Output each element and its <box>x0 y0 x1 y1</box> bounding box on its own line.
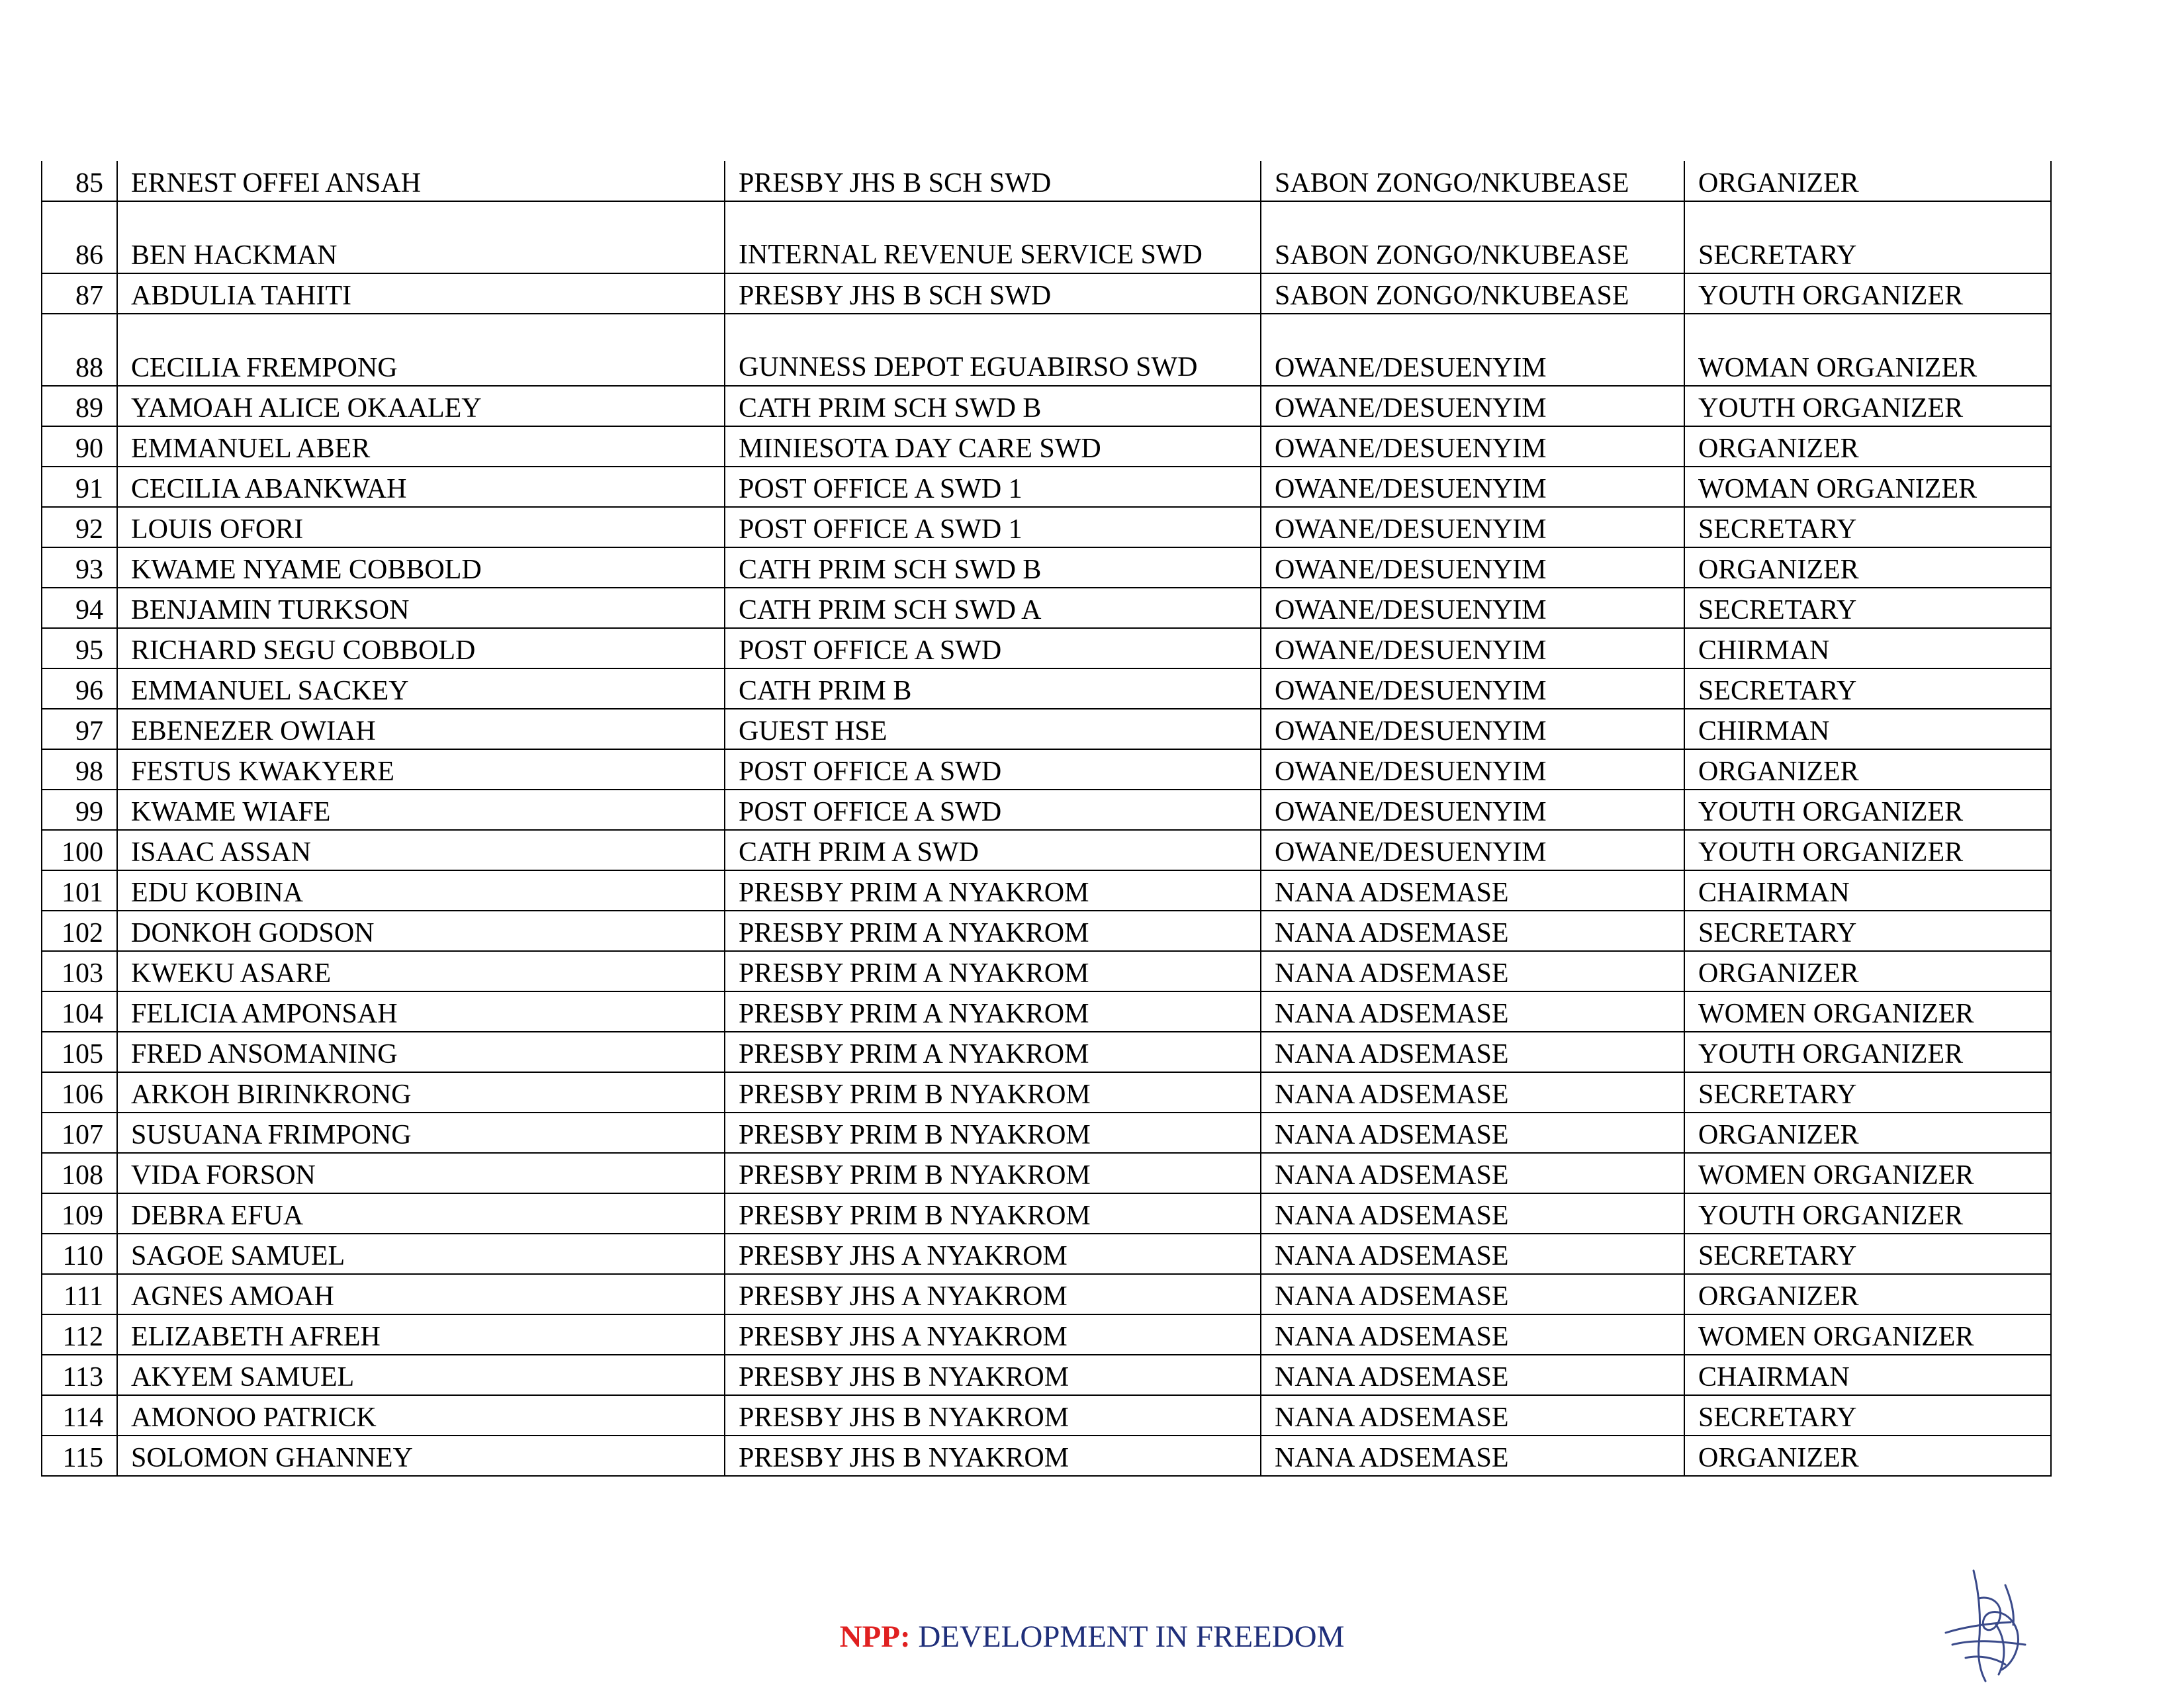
table-row <box>42 1436 2051 1476</box>
table-row <box>42 507 2051 547</box>
cell-polling-station: PRESBY JHS A NYAKROM <box>725 1314 1261 1355</box>
cell-number: 91 <box>42 467 117 507</box>
cell-area: NANA ADSEMASE <box>1261 870 1684 911</box>
cell-area: OWANE/DESUENYIM <box>1261 749 1684 790</box>
footer-slogan: DEVELOPMENT IN FREEDOM <box>918 1620 1345 1654</box>
cell-position: SECRETARY <box>1684 1072 2051 1113</box>
cell-number: 101 <box>42 870 117 911</box>
cell-polling-station: CATH PRIM B <box>725 668 1261 709</box>
cell-name: FESTUS KWAKYERE <box>117 749 725 790</box>
cell-polling-station: GUNNESS DEPOT EGUABIRSO SWD <box>725 314 1261 386</box>
table-row <box>42 1355 2051 1395</box>
table-row <box>42 1113 2051 1153</box>
cell-number: 86 <box>42 201 117 273</box>
table-row <box>42 951 2051 991</box>
cell-polling-station: POST OFFICE A SWD <box>725 749 1261 790</box>
cell-position: WOMAN ORGANIZER <box>1684 467 2051 507</box>
cell-polling-station: POST OFFICE A SWD <box>725 628 1261 668</box>
cell-name: CECILIA ABANKWAH <box>117 467 725 507</box>
table-row <box>42 709 2051 749</box>
table-row <box>42 830 2051 870</box>
cell-position: ORGANIZER <box>1684 426 2051 467</box>
cell-name: KWEKU ASARE <box>117 951 725 991</box>
cell-polling-station: PRESBY PRIM A NYAKROM <box>725 1032 1261 1072</box>
cell-position: SECRETARY <box>1684 588 2051 628</box>
cell-number: 89 <box>42 386 117 426</box>
cell-position: SECRETARY <box>1684 668 2051 709</box>
cell-polling-station: PRESBY PRIM A NYAKROM <box>725 991 1261 1032</box>
cell-position: ORGANIZER <box>1684 161 2051 201</box>
cell-area: OWANE/DESUENYIM <box>1261 386 1684 426</box>
cell-polling-station: CATH PRIM SCH SWD B <box>725 386 1261 426</box>
cell-polling-station: CATH PRIM SCH SWD B <box>725 547 1261 588</box>
cell-position: YOUTH ORGANIZER <box>1684 830 2051 870</box>
cell-polling-station: PRESBY JHS A NYAKROM <box>725 1234 1261 1274</box>
cell-position: ORGANIZER <box>1684 547 2051 588</box>
cell-name: AKYEM SAMUEL <box>117 1355 725 1395</box>
cell-position: SECRETARY <box>1684 911 2051 951</box>
cell-number: 114 <box>42 1395 117 1436</box>
cell-polling-station: POST OFFICE A SWD 1 <box>725 507 1261 547</box>
officers-table-body <box>42 161 2051 1476</box>
cell-name: BENJAMIN TURKSON <box>117 588 725 628</box>
cell-number: 92 <box>42 507 117 547</box>
cell-number: 102 <box>42 911 117 951</box>
cell-area: NANA ADSEMASE <box>1261 951 1684 991</box>
cell-name: ARKOH BIRINKRONG <box>117 1072 725 1113</box>
cell-position: YOUTH ORGANIZER <box>1684 273 2051 314</box>
cell-polling-station: CATH PRIM A SWD <box>725 830 1261 870</box>
cell-polling-station: PRESBY PRIM A NYAKROM <box>725 911 1261 951</box>
table-row <box>42 668 2051 709</box>
table-row <box>42 911 2051 951</box>
cell-name: VIDA FORSON <box>117 1153 725 1193</box>
table-row <box>42 1395 2051 1436</box>
cell-area: OWANE/DESUENYIM <box>1261 507 1684 547</box>
cell-position: WOMAN ORGANIZER <box>1684 314 2051 386</box>
cell-name: CECILIA FREMPONG <box>117 314 725 386</box>
cell-name: AGNES AMOAH <box>117 1274 725 1314</box>
table-row <box>42 870 2051 911</box>
cell-area: NANA ADSEMASE <box>1261 1234 1684 1274</box>
cell-position: ORGANIZER <box>1684 951 2051 991</box>
cell-polling-station: PRESBY PRIM B NYAKROM <box>725 1113 1261 1153</box>
cell-number: 96 <box>42 668 117 709</box>
cell-position: ORGANIZER <box>1684 1113 2051 1153</box>
cell-area: NANA ADSEMASE <box>1261 1355 1684 1395</box>
cell-area: NANA ADSEMASE <box>1261 911 1684 951</box>
table-row <box>42 1274 2051 1314</box>
cell-number: 100 <box>42 830 117 870</box>
cell-polling-station: INTERNAL REVENUE SERVICE SWD <box>725 201 1261 273</box>
cell-name: LOUIS OFORI <box>117 507 725 547</box>
cell-polling-station: PRESBY JHS A NYAKROM <box>725 1274 1261 1314</box>
cell-area: OWANE/DESUENYIM <box>1261 314 1684 386</box>
cell-position: CHAIRMAN <box>1684 1355 2051 1395</box>
cell-position: SECRETARY <box>1684 1234 2051 1274</box>
table-row <box>42 1072 2051 1113</box>
cell-number: 90 <box>42 426 117 467</box>
cell-area: SABON ZONGO/NKUBEASE <box>1261 273 1684 314</box>
officers-table <box>41 161 2052 1477</box>
cell-polling-station: PRESBY JHS B SCH SWD <box>725 273 1261 314</box>
cell-name: SAGOE SAMUEL <box>117 1234 725 1274</box>
cell-number: 99 <box>42 790 117 830</box>
cell-position: SECRETARY <box>1684 201 2051 273</box>
cell-area: SABON ZONGO/NKUBEASE <box>1261 161 1684 201</box>
cell-area: OWANE/DESUENYIM <box>1261 467 1684 507</box>
cell-position: WOMEN ORGANIZER <box>1684 991 2051 1032</box>
cell-number: 103 <box>42 951 117 991</box>
cell-position: ORGANIZER <box>1684 1436 2051 1476</box>
cell-area: OWANE/DESUENYIM <box>1261 668 1684 709</box>
cell-area: NANA ADSEMASE <box>1261 1193 1684 1234</box>
cell-polling-station: PRESBY PRIM B NYAKROM <box>725 1153 1261 1193</box>
cell-number: 85 <box>42 161 117 201</box>
table-row <box>42 991 2051 1032</box>
cell-polling-station: MINIESOTA DAY CARE SWD <box>725 426 1261 467</box>
cell-name: FELICIA AMPONSAH <box>117 991 725 1032</box>
cell-area: NANA ADSEMASE <box>1261 1395 1684 1436</box>
cell-number: 107 <box>42 1113 117 1153</box>
cell-number: 112 <box>42 1314 117 1355</box>
cell-name: DEBRA EFUA <box>117 1193 725 1234</box>
cell-position: WOMEN ORGANIZER <box>1684 1314 2051 1355</box>
table-row <box>42 790 2051 830</box>
table-row <box>42 1032 2051 1072</box>
cell-polling-station: PRESBY PRIM B NYAKROM <box>725 1072 1261 1113</box>
cell-position: YOUTH ORGANIZER <box>1684 790 2051 830</box>
cell-number: 105 <box>42 1032 117 1072</box>
cell-area: OWANE/DESUENYIM <box>1261 547 1684 588</box>
cell-name: ERNEST OFFEI ANSAH <box>117 161 725 201</box>
cell-name: EDU KOBINA <box>117 870 725 911</box>
cell-number: 98 <box>42 749 117 790</box>
table-row <box>42 749 2051 790</box>
table-row <box>42 1193 2051 1234</box>
cell-area: OWANE/DESUENYIM <box>1261 426 1684 467</box>
cell-position: CHIRMAN <box>1684 628 2051 668</box>
cell-position: SECRETARY <box>1684 507 2051 547</box>
table-row <box>42 314 2051 386</box>
table-row <box>42 1314 2051 1355</box>
cell-name: EBENEZER OWIAH <box>117 709 725 749</box>
cell-area: NANA ADSEMASE <box>1261 991 1684 1032</box>
cell-name: YAMOAH ALICE OKAALEY <box>117 386 725 426</box>
cell-name: KWAME WIAFE <box>117 790 725 830</box>
cell-name: AMONOO PATRICK <box>117 1395 725 1436</box>
cell-name: FRED ANSOMANING <box>117 1032 725 1072</box>
cell-number: 104 <box>42 991 117 1032</box>
table-row <box>42 628 2051 668</box>
table-row <box>42 547 2051 588</box>
cell-number: 106 <box>42 1072 117 1113</box>
cell-number: 95 <box>42 628 117 668</box>
cell-area: NANA ADSEMASE <box>1261 1436 1684 1476</box>
cell-position: WOMEN ORGANIZER <box>1684 1153 2051 1193</box>
signature-icon <box>1933 1559 2045 1691</box>
table-row <box>42 386 2051 426</box>
cell-polling-station: PRESBY PRIM A NYAKROM <box>725 870 1261 911</box>
cell-area: OWANE/DESUENYIM <box>1261 588 1684 628</box>
table-row <box>42 1234 2051 1274</box>
table-row <box>42 201 2051 273</box>
cell-number: 97 <box>42 709 117 749</box>
cell-name: ELIZABETH AFREH <box>117 1314 725 1355</box>
cell-polling-station: PRESBY JHS B SCH SWD <box>725 161 1261 201</box>
cell-name: ISAAC ASSAN <box>117 830 725 870</box>
cell-polling-station: PRESBY PRIM A NYAKROM <box>725 951 1261 991</box>
cell-name: DONKOH GODSON <box>117 911 725 951</box>
cell-name: SOLOMON GHANNEY <box>117 1436 725 1476</box>
cell-number: 87 <box>42 273 117 314</box>
cell-number: 113 <box>42 1355 117 1395</box>
cell-name: KWAME NYAME COBBOLD <box>117 547 725 588</box>
cell-area: OWANE/DESUENYIM <box>1261 709 1684 749</box>
table-row <box>42 273 2051 314</box>
cell-area: NANA ADSEMASE <box>1261 1032 1684 1072</box>
cell-name: BEN HACKMAN <box>117 201 725 273</box>
cell-area: NANA ADSEMASE <box>1261 1113 1684 1153</box>
cell-number: 115 <box>42 1436 117 1476</box>
table-row <box>42 161 2051 201</box>
cell-polling-station: PRESBY JHS B NYAKROM <box>725 1355 1261 1395</box>
cell-polling-station: GUEST HSE <box>725 709 1261 749</box>
table-row <box>42 1153 2051 1193</box>
cell-position: ORGANIZER <box>1684 1274 2051 1314</box>
table-row <box>42 467 2051 507</box>
cell-area: NANA ADSEMASE <box>1261 1153 1684 1193</box>
cell-position: YOUTH ORGANIZER <box>1684 1193 2051 1234</box>
cell-area: SABON ZONGO/NKUBEASE <box>1261 201 1684 273</box>
cell-name: EMMANUEL ABER <box>117 426 725 467</box>
cell-position: SECRETARY <box>1684 1395 2051 1436</box>
cell-name: EMMANUEL SACKEY <box>117 668 725 709</box>
cell-polling-station: PRESBY PRIM B NYAKROM <box>725 1193 1261 1234</box>
cell-polling-station: PRESBY JHS B NYAKROM <box>725 1436 1261 1476</box>
table-row <box>42 426 2051 467</box>
cell-area: OWANE/DESUENYIM <box>1261 790 1684 830</box>
table-row <box>42 588 2051 628</box>
cell-area: OWANE/DESUENYIM <box>1261 830 1684 870</box>
cell-number: 110 <box>42 1234 117 1274</box>
cell-position: CHIRMAN <box>1684 709 2051 749</box>
cell-area: NANA ADSEMASE <box>1261 1072 1684 1113</box>
cell-position: ORGANIZER <box>1684 749 2051 790</box>
page-footer <box>0 1618 2184 1655</box>
cell-number: 93 <box>42 547 117 588</box>
cell-number: 94 <box>42 588 117 628</box>
cell-polling-station: CATH PRIM SCH SWD A <box>725 588 1261 628</box>
cell-number: 88 <box>42 314 117 386</box>
cell-polling-station: PRESBY JHS B NYAKROM <box>725 1395 1261 1436</box>
cell-area: NANA ADSEMASE <box>1261 1314 1684 1355</box>
cell-area: OWANE/DESUENYIM <box>1261 628 1684 668</box>
cell-position: CHAIRMAN <box>1684 870 2051 911</box>
cell-number: 108 <box>42 1153 117 1193</box>
cell-number: 109 <box>42 1193 117 1234</box>
cell-polling-station: POST OFFICE A SWD <box>725 790 1261 830</box>
cell-name: RICHARD SEGU COBBOLD <box>117 628 725 668</box>
cell-position: YOUTH ORGANIZER <box>1684 1032 2051 1072</box>
cell-number: 111 <box>42 1274 117 1314</box>
footer-party: NPP: <box>839 1620 911 1654</box>
cell-area: NANA ADSEMASE <box>1261 1274 1684 1314</box>
cell-name: ABDULIA TAHITI <box>117 273 725 314</box>
cell-position: YOUTH ORGANIZER <box>1684 386 2051 426</box>
cell-name: SUSUANA FRIMPONG <box>117 1113 725 1153</box>
cell-polling-station: POST OFFICE A SWD 1 <box>725 467 1261 507</box>
